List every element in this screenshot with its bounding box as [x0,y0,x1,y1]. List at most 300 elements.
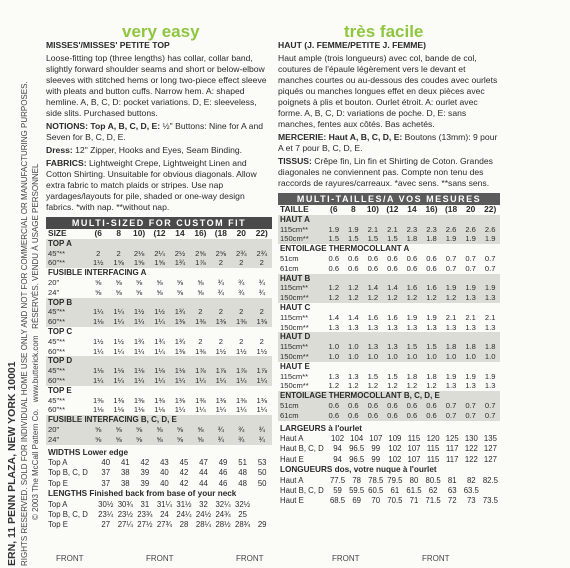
yardage-row [278,372,500,382]
yardage-cell: 0.7 [480,411,500,421]
yardage-cell: 2 [198,336,203,346]
yardage-cell: 1¼ [195,405,206,415]
yardage-cell: 1½ [129,307,149,317]
yardage-cell: 1.9 [465,371,476,381]
yardage-cell: 0.6 [406,253,418,263]
measure-cell: 63 [447,485,457,495]
yardage-cell: 1.3 [445,381,457,391]
measure-cell: 30¾ [117,499,133,509]
description-paragraph [46,53,272,119]
yardage-cell: 0.7 [445,263,457,273]
length-row [46,510,272,520]
measure-cell: 44 [199,468,208,478]
fabric-width: 45"** [46,366,88,376]
yardage-cell: 1.8 [402,234,422,244]
yardage-cell: 1.8 [441,342,461,352]
yardage-cell: 0.6 [328,263,340,273]
front-label: FRONT [146,554,174,563]
yardage-cell: 1.8 [406,371,418,381]
yardage-cell: 1.2 [367,381,379,391]
yardage-cell: 1¼ [108,307,128,317]
yardage-cell: ⅝ [129,425,149,435]
size-cell: (18 [214,229,227,238]
yardage-cell: 1⅜ [195,346,206,356]
yardage-cell: 1.6 [387,312,398,322]
measure-cell: 71.5 [425,496,441,506]
group-title-row [278,332,500,342]
measure-cell: 80 [409,475,419,485]
measure-cell: 42 [140,457,150,467]
yardage-row [278,313,500,323]
measure-cell: 27½ [137,520,153,530]
length-row [46,520,272,530]
yardage-cell: 1¼ [92,346,104,356]
fabric-width: 45"** [46,307,88,317]
yardage-cell: 0.6 [383,411,403,421]
description-text: ½" Buttons: Nine for A and Seven for B, C, D, E. [46,121,264,142]
yardage-cell: ¾ [238,287,245,297]
yardage-cell: 1.5 [344,234,364,244]
yardage-cell: 1.3 [363,342,383,352]
size-cell: (12 [386,205,399,214]
view-label: Haut E [280,496,304,506]
yardage-cell: ⅝ [88,425,108,435]
yardage-cell: 0.7 [441,411,461,421]
yardage-cell: 2 [231,258,251,268]
width-row [46,479,272,489]
measure-cell: 24¼ [176,509,192,519]
fabric-width: 20" [46,425,88,435]
measure-cell: 117 [445,454,459,464]
rights-text: RIGHTS RESERVED. SOLD FOR INDIVIDUAL HOME USE ONLY AND NOT FOR COMMERCIAL OR MANUFACTURING PURPOSES. [20,81,29,566]
yardage-cell: 1⅛ [154,405,165,415]
yardage-cell: 2.6 [480,225,500,235]
french-finished-table [278,424,500,507]
yardage-cell: 0.6 [422,411,442,421]
yardage-cell: 1.9 [441,234,461,244]
group-title: HAUT B [278,274,500,284]
measure-cell: 81 [447,475,457,485]
yardage-cell: ⅝ [135,287,143,297]
yardage-cell: 1⅛ [92,405,104,415]
yardage-cell: 2⅝ [190,249,210,259]
fabric-width: 51cm [280,253,299,263]
view-label: Top A [48,457,68,467]
size-cell: 10) [133,229,146,238]
yardage-row [278,283,500,293]
yardage-cell: 1¼ [113,346,124,356]
french-column [278,40,500,507]
yardage-cell: 2⅝ [211,249,231,259]
measure-cell: 50 [257,468,267,478]
address-text: ERN, 11 PENN PLAZA, NEW YORK 10001 [6,361,18,566]
measure-cell [252,510,272,520]
measure-cell: 46 [218,468,228,478]
measure-cell: 115 [426,444,440,454]
measure-cell: 31 [140,499,150,509]
yardage-cell: 2 [239,336,244,346]
measure-cell: 61.5 [406,485,422,495]
yardage-cell: 2 [88,249,108,259]
measure-cell: 99 [371,444,381,454]
yardage-cell: 1.3 [406,322,418,332]
yardage-cell: 1.2 [344,293,364,303]
yardage-cell: 0.6 [348,253,359,263]
yardage-row [278,254,500,264]
measure-cell: 59.5 [349,485,365,495]
yardage-cell: 1⅞ [190,258,210,268]
yardage-row [46,405,272,415]
english-description [46,40,272,213]
width-row [46,458,272,468]
yardage-cell: ¾ [252,425,273,435]
yardage-cell: 1.6 [422,283,442,293]
measure-cell [252,500,272,510]
french-yardage-table [278,205,500,421]
yardage-cell: 1¼ [149,317,169,327]
yardage-cell: 1½ [92,336,104,346]
yardage-cell: 0.6 [402,401,422,411]
measure-cell: 115 [407,433,421,443]
measure-cell: 27¼ [117,520,133,530]
fabric-width: 60"** [48,346,66,356]
lengths-title-row [46,489,272,499]
left-margin-copyright [0,0,42,568]
yardage-cell: 1.3 [387,322,398,332]
yardage-cell: ⅝ [135,277,143,287]
yardage-cell: 1.9 [484,371,496,381]
measure-cell: 130 [464,433,478,443]
yardage-cell: 2 [259,336,264,346]
yardage-cell: 1¼ [108,317,128,327]
measure-cell: 51 [238,457,247,467]
front-label: FRONT [56,554,84,563]
yardage-cell: 1¼ [170,376,190,386]
group-title-row [46,327,272,337]
size-cell: 10) [366,205,379,214]
yardage-cell: 1.2 [406,381,418,391]
yardage-cell: 1.2 [402,293,422,303]
yardage-row [278,342,500,352]
measure-cell: 109 [388,433,402,443]
yardage-cell: 1⅝ [108,258,128,268]
yardage-cell: 0.6 [324,411,344,421]
view-label: Haut A [280,475,304,485]
measure-cell: 38 [120,478,130,488]
group-title: FUSIBLE INTERFACING A [48,268,147,278]
yardage-row [46,366,272,376]
measure-cell: 40 [160,468,169,478]
yardage-cell: 1.9 [480,234,500,244]
view-label: Top A [48,499,68,509]
yardage-cell: 1¼ [154,346,165,356]
yardage-cell: 1¾ [170,258,190,268]
view-label: Top E [48,520,68,530]
measure-cell: 73.5 [482,496,499,506]
yardage-cell: 1¼ [231,376,251,386]
yardage-cell: ⅝ [88,435,108,445]
yardage-cell: 2½ [170,249,190,259]
yardage-cell: 0.6 [387,253,398,263]
yardage-row [46,347,272,357]
yardage-cell: 1¼ [215,405,227,415]
yardage-cell: 1⅞ [252,366,273,376]
measure-cell: 115 [426,454,440,464]
yardage-cell: ⅝ [108,425,128,435]
yardage-cell: 1¾ [154,336,165,346]
yardage-cell: 1⅜ [256,395,268,405]
description-text: Haut ample (trois longueurs) avec col, bande de col, coutures de l'épaule légèrement vers le devant et manches courtes ou au-dessous des coudes avec ourlets piqués ou manches longues effet en deux pièces avec poignets à plis et bouton. Ourlet étroit. A: ourlet avec forme. A, B, C, D: variations de poche. D, E: sans manches, fentes aux côtés. Bas achetés. [278,53,498,129]
yardage-cell: 1¼ [174,405,186,415]
yardage-cell: 1.0 [383,352,403,362]
yardage-cell: 1.3 [484,322,496,332]
yardage-cell: ⅝ [170,425,190,435]
size-header-row [278,205,500,215]
yardage-row [46,435,272,445]
yardage-row [278,293,500,303]
yardage-cell: ¾ [258,287,265,297]
group-title-row [46,268,272,278]
view-label: Haut E [280,454,304,464]
fabric-width: 51cm [278,401,324,411]
group-title-row [46,239,272,249]
yardage-row [278,323,500,333]
yardage-cell: 1.9 [324,225,344,235]
yardage-cell: 1.2 [426,381,437,391]
measure-cell: 79.5 [387,475,403,485]
yardage-cell: ⅝ [156,277,163,287]
measure-cell: 43 [160,457,169,467]
heading-very-easy: very easy [122,22,200,41]
size-cell: (6 [330,205,338,214]
yardage-cell: 1.2 [324,283,344,293]
yardage-row [46,307,272,317]
yardage-cell: 0.6 [328,253,340,263]
yardage-cell: 1.2 [344,283,364,293]
measure-cell: 117 [445,444,459,454]
measure-cell: 122 [464,444,478,454]
measure-cell: 68.5 [329,496,346,506]
yardage-cell: 1⅝ [129,258,149,268]
measure-cell: 99 [371,454,381,464]
yardage-cell: 1.3 [461,293,481,303]
yardage-cell: 1⅛ [149,366,169,376]
yardage-cell: 2.1 [484,312,496,322]
yardage-cell: ⅝ [129,435,149,445]
description-bold: HAUT (J. FEMME/PETITE J. FEMME) [278,40,427,50]
yardage-cell: 2 [252,258,273,268]
measure-cell [481,486,500,496]
measure-cell: 23¾ [137,509,153,519]
fabric-width: 60"** [46,317,88,327]
yardage-cell: 1⅛ [108,366,128,376]
measure-cell: 104 [350,433,364,443]
front-label: FRONT [332,554,360,563]
length-row [278,476,500,486]
yardage-cell: ⅝ [95,277,102,287]
measure-cell: 27¾ [156,520,172,530]
yardage-cell: ¾ [231,425,251,435]
measure-cell: 78 [352,475,361,485]
yardage-cell: 1¾ [170,307,190,317]
yardage-cell: 1⅜ [236,395,247,405]
yardage-cell: 1.3 [367,322,379,332]
measure-cell: 94 [333,444,342,454]
group-title: ENTOILAGE THERMOCOLLANT B, C, D, E [278,391,500,401]
measure-cell: 61 [390,485,400,495]
size-cell: (18 [445,205,458,214]
yardage-cell: 1.8 [461,342,481,352]
measure-cell: 72 [447,496,457,506]
yardage-cell: 1.0 [344,352,364,362]
yardage-cell: 2.1 [465,312,476,322]
yardage-cell: ⅝ [149,425,169,435]
fabric-width: 45"** [48,336,66,346]
size-cell: 8 [350,205,356,214]
front-label: FRONT [236,554,264,563]
yardage-cell: 1.4 [363,283,383,293]
view-label: Haut B, C, D [280,444,324,454]
measure-cell: 32 [199,499,208,509]
measure-cell: 48 [238,468,247,478]
group-title-row [46,415,272,425]
yardage-row [46,288,272,298]
copyright-text: © 2003 The McCall Pattern Co. www.butterick.com RÉSERVÉS. VENDU À USAGE PERSONNEL [31,163,40,520]
yardage-row [278,381,500,391]
measure-cell: 73 [466,496,476,506]
yardage-row [278,352,500,362]
measure-cell: 30½ [98,499,114,509]
measure-cell: 102 [388,444,402,454]
yardage-cell: 0.7 [465,253,476,263]
fabric-width: 150cm** [278,352,324,362]
yardage-cell: ⅝ [95,287,102,297]
yardage-cell: 0.7 [484,253,496,263]
yardage-row [278,234,500,244]
size-cell: 20 [236,229,246,238]
yardage-cell: ¾ [231,435,251,445]
yardage-cell: 1.4 [328,312,340,322]
yardage-cell: 2.1 [445,312,457,322]
yardage-cell: 2.3 [422,225,442,235]
yardage-cell: 1.3 [328,322,340,332]
measure-cell: 28 [179,520,189,530]
measure-cell: 71 [409,496,419,506]
measure-cell: 69 [352,496,361,506]
yardage-cell: 1⅛ [170,366,190,376]
yardage-cell: 1⅛ [129,366,149,376]
lengths-title-row [278,465,500,475]
english-finished-table [46,448,272,531]
yardage-row [278,264,500,274]
group-title: TOP E [48,385,72,395]
size-cell: 14 [407,205,417,214]
view-label: Top B, C, D [48,509,88,519]
yardage-cell: 1⅜ [195,395,206,405]
yardage-cell: 1.2 [348,381,359,391]
yardage-cell: 1⅜ [211,317,231,327]
yardage-cell: ⅝ [190,435,210,445]
fabric-width: 115cm** [280,371,309,381]
measure-cell: 122 [464,454,478,464]
measure-cell: 28¼ [195,520,212,530]
width-row [278,455,500,465]
fabric-width: 24" [48,287,60,297]
fabric-width: 24" [46,435,88,445]
widths-title: WIDTHS Lower edge [48,447,129,457]
yardage-row [46,249,272,259]
view-label: Haut A [280,433,304,443]
measure-cell: 45 [179,457,189,467]
yardage-cell: 1¾ [174,336,186,346]
measure-cell: 37 [101,478,111,488]
measure-cell: 107 [407,454,421,464]
yardage-cell: 1⅜ [215,395,227,405]
yardage-cell: ⅝ [108,435,128,445]
measure-cell: 94 [333,454,342,464]
yardage-cell: 1.0 [344,342,364,352]
group-title: HAUT A [278,215,500,225]
yardage-cell: 0.6 [422,401,442,411]
measure-cell: 40 [101,457,111,467]
group-title-row [46,356,272,366]
measure-cell: 40 [160,478,169,488]
yardage-cell: 1⅛ [113,405,124,415]
length-row [278,486,500,496]
yardage-cell: 1⅜ [154,395,165,405]
yardage-cell: 1.4 [348,312,359,322]
french-description [278,40,500,189]
size-cell: 14 [175,229,185,238]
fabric-width: 61cm [278,411,324,421]
yardage-cell: 1.3 [328,371,340,381]
widths-title-row [278,424,500,434]
yardage-row [46,376,272,386]
measure-cell: 107 [369,433,383,443]
measure-cell: 127 [483,454,497,464]
measure-cell: 23¼ [98,509,114,519]
yardage-cell: 0.6 [426,263,437,273]
measure-cell: 96.5 [349,444,365,454]
yardage-cell: 1.2 [383,293,403,303]
yardage-cell: 2 [231,307,251,317]
lengths-title: LENGTHS Finished back from base of your neck [48,489,237,499]
yardage-cell: 1.5 [402,342,422,352]
yardage-cell: 1⅜ [174,346,186,356]
measure-cell: 80.5 [425,475,441,485]
measure-cell: 49 [218,457,228,467]
yardage-cell: 1.3 [465,322,476,332]
yardage-cell: 1½ [149,307,169,317]
yardage-cell: 1½ [88,258,108,268]
english-yardage-table [46,229,272,445]
yardage-cell: ⅝ [115,287,122,297]
measure-cell: 125 [445,433,459,443]
measure-cell: 23½ [117,509,133,519]
description-bold: TISSUS: [278,156,312,166]
measure-cell: 31½ [176,499,192,509]
yardage-cell: 0.7 [465,263,476,273]
yardage-cell: 0.6 [383,401,403,411]
yardage-cell: 2.6 [441,225,461,235]
size-cell: 22) [255,229,268,238]
yardage-cell: ⅝ [115,277,122,287]
measure-cell: 78.5 [368,475,384,485]
measure-cell: 42 [179,478,189,488]
yardage-cell: 1.5 [363,234,383,244]
yardage-cell: 1½ [256,346,268,356]
yardage-cell: 1¼ [129,376,149,386]
